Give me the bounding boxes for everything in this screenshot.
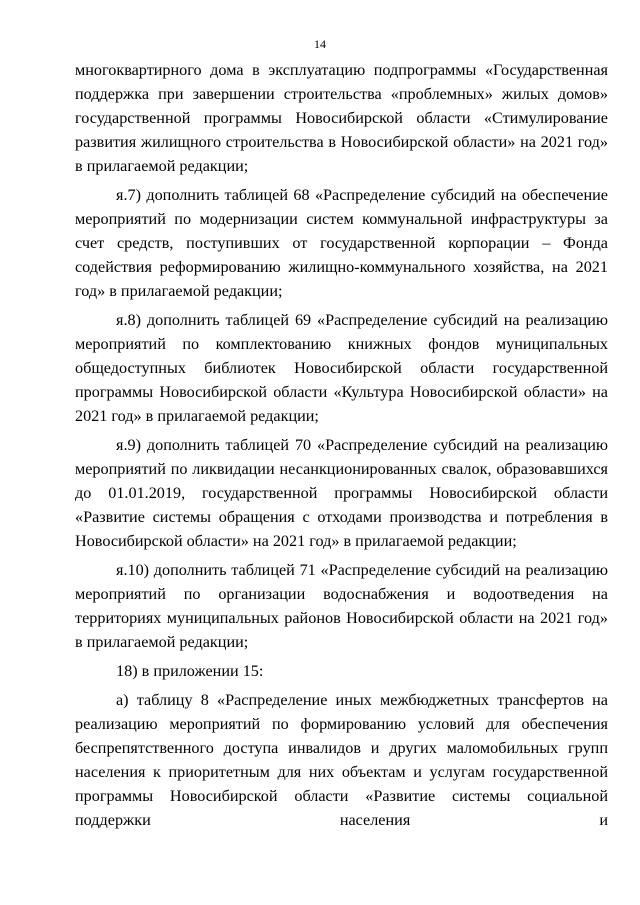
- paragraph-item-a: а) таблицу 8 «Распределение иных межбюджетных трансфертов на реализацию мероприятий по формированию условий для обеспечения беспрепятственного доступа инвалидов и других маломобильных групп населения к приоритетным для них объектам и услугам государственной программы Новосибирской области «Развитие системы социальной поддержки населения и: [75, 691, 608, 829]
- paragraph-continuation: многоквартирного дома в эксплуатацию подпрограммы «Государственная поддержка при завершении строительства «проблемных» жилых домов» государственной программы Новосибирской области «Стимулирование развития жилищного строительства в Новосибирской области» на 2021 год» в прилагаемой редакции;: [75, 61, 608, 175]
- document-body: [75, 58, 608, 832]
- paragraph-item-ya8: я.8) дополнить таблицей 69 «Распределение субсидий на реализацию мероприятий по комплектованию книжных фондов муниципальных общедоступных библиотек Новосибирской области государственной программы Новосибирской области «Культура Новосибирской области» на 2021 год» в прилагаемой редакции;: [75, 311, 608, 425]
- paragraph-item-18: 18) в приложении 15:: [116, 662, 264, 680]
- page-number: 14: [314, 37, 326, 51]
- paragraph-item-ya7: я.7) дополнить таблицей 68 «Распределение субсидий на обеспечение мероприятий по модернизации систем коммунальной инфраструктуры за счет средств, поступивших от государственной корпорации – Фонда содействия реформированию жилищно-коммунального хозяйства, на 2021 год» в прилагаемой редакции;: [75, 186, 608, 300]
- paragraph-item-ya9: я.9) дополнить таблицей 70 «Распределение субсидий на реализацию мероприятий по ликвидации несанкционированных свалок, образовавшихся до 01.01.2019, государственной программы Новосибирской области «Развитие системы обращения с отходами производства и потребления в Новосибирской области» на 2021 год» в прилагаемой редакции;: [75, 436, 608, 550]
- paragraph-item-ya10: я.10) дополнить таблицей 71 «Распределение субсидий на реализацию мероприятий по организации водоснабжения и водоотведения на территориях муниципальных районов Новосибирской области на 2021 год» в прилагаемой редакции;: [75, 561, 608, 651]
